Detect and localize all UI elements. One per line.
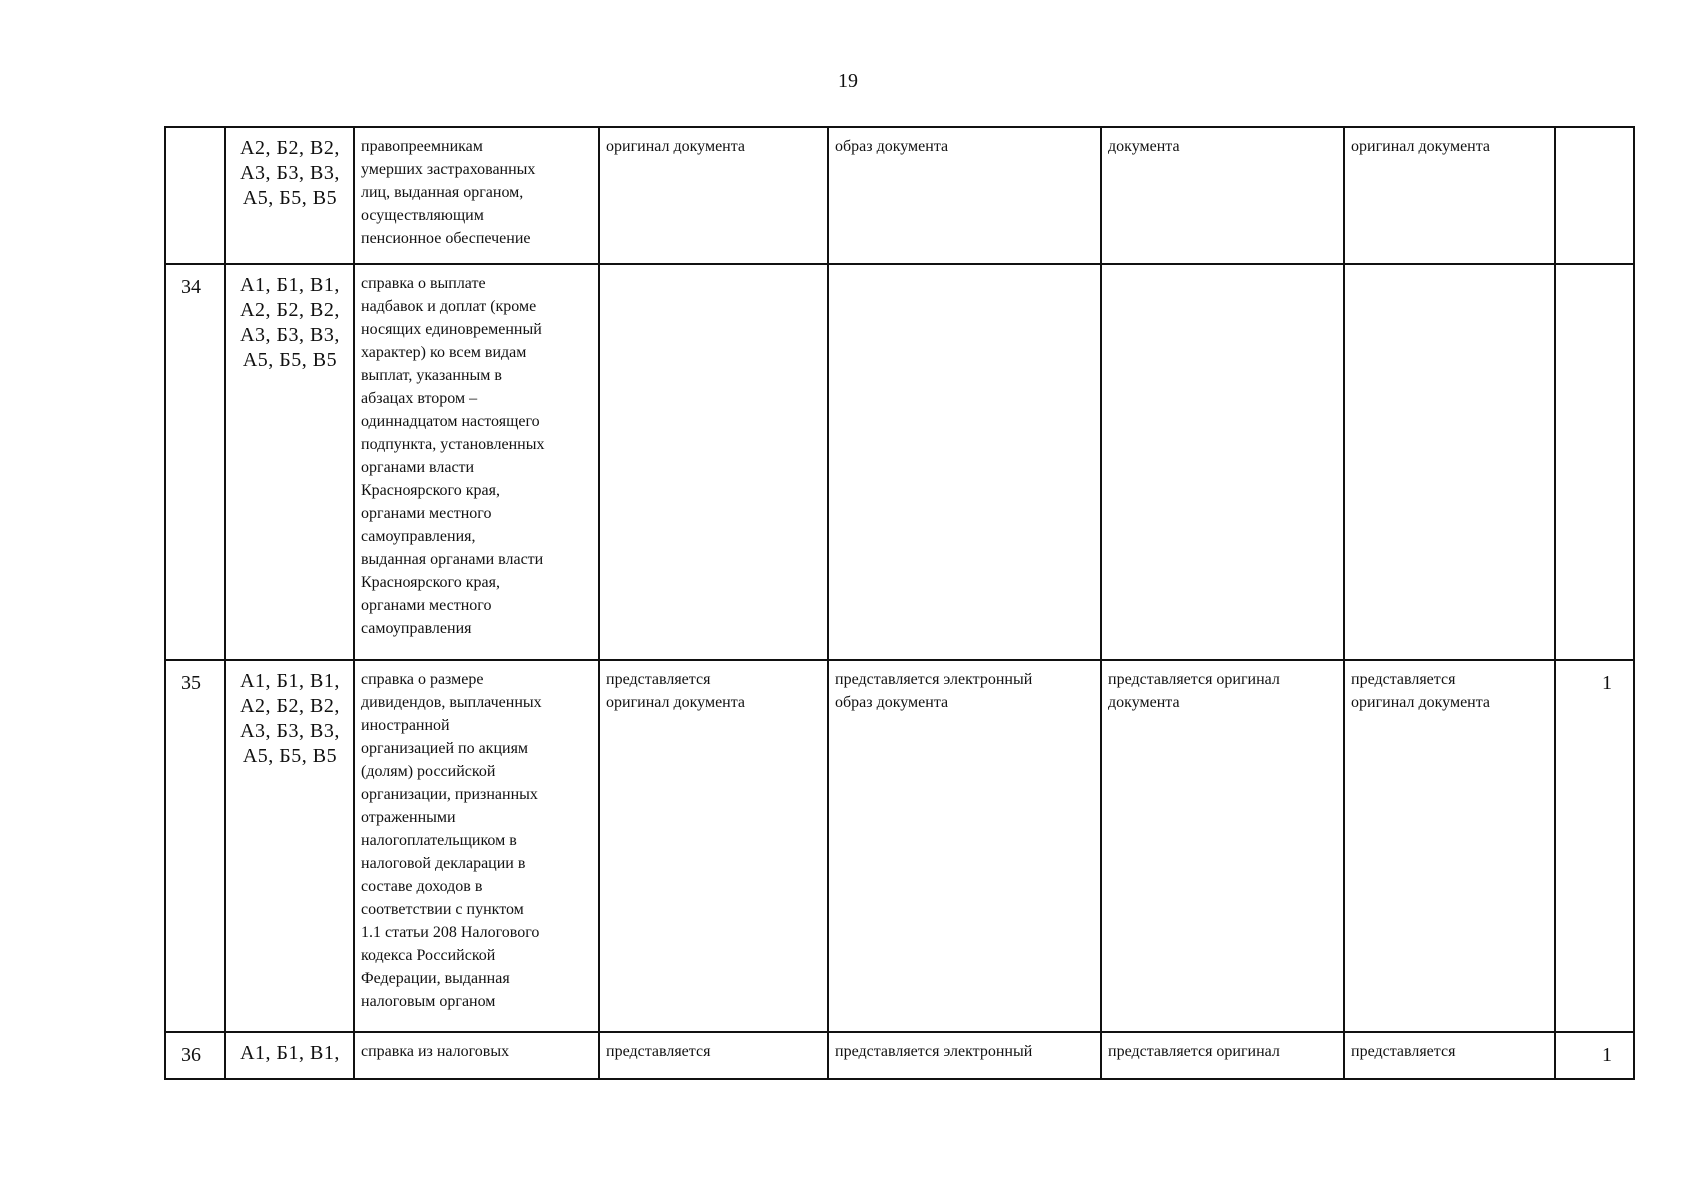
column-d-text: представляется оригинал документа bbox=[1351, 671, 1491, 711]
categories-cell bbox=[225, 264, 354, 660]
column-d-cell bbox=[1344, 1032, 1555, 1079]
column-c-cell bbox=[1101, 660, 1344, 1032]
column-d-text bbox=[1345, 265, 1554, 276]
categories-text: А1, Б1, В1, А2, Б2, В2, А3, Б3, В3, А5, Б5, В5 bbox=[240, 670, 340, 767]
column-c-cell bbox=[1101, 127, 1344, 264]
column-b-text: представляется электронный образ документа bbox=[835, 671, 1033, 711]
column-c-text: представляется оригинал bbox=[1108, 1043, 1280, 1060]
column-a-cell bbox=[599, 1032, 828, 1079]
column-d-cell bbox=[1344, 127, 1555, 264]
document-name-cell bbox=[354, 127, 599, 264]
quantity-cell bbox=[1555, 127, 1634, 264]
document-name-text: правопреемникам умерших застрахованных лиц, выданная органом, осуществляющим пенсионное обеспечение bbox=[361, 138, 536, 247]
column-c-text: представляется оригинал документа bbox=[1108, 671, 1280, 711]
column-b-text: представляется электронный bbox=[835, 1043, 1033, 1060]
column-a-text: представляется оригинал документа bbox=[606, 671, 746, 711]
row-number-cell bbox=[165, 127, 225, 264]
row-number: 35 bbox=[181, 672, 201, 694]
column-b-cell bbox=[828, 264, 1101, 660]
quantity-text bbox=[1556, 128, 1633, 142]
column-c-cell bbox=[1101, 1032, 1344, 1079]
column-a-cell bbox=[599, 264, 828, 660]
categories-text: А1, Б1, В1, bbox=[240, 1042, 340, 1064]
document-name-text: справка о размере дивидендов, выплаченных иностранной организацией по акциям (долям) российской организации, признанных отраженными налогоплательщиком в налоговой декларации в составе доходов в соответствии с пунктом 1.1 статьи 208 Налогового кодекса Российской Федерации, выданная налоговым органом bbox=[361, 671, 542, 1010]
table-row bbox=[165, 1032, 1634, 1079]
column-a-text bbox=[600, 265, 827, 276]
column-d-cell bbox=[1344, 264, 1555, 660]
page-number: 19 bbox=[838, 70, 858, 92]
document-name-cell bbox=[354, 1032, 599, 1079]
document-name-text: справка из налоговых bbox=[361, 1043, 510, 1060]
column-b-text: образ документа bbox=[835, 138, 949, 155]
row-number-cell bbox=[165, 264, 225, 660]
documents-table bbox=[164, 126, 1635, 1080]
column-c-text: документа bbox=[1108, 138, 1180, 155]
column-b-text bbox=[829, 265, 1100, 276]
categories-cell bbox=[225, 127, 354, 264]
quantity-text: 1 bbox=[1602, 672, 1612, 694]
categories-cell bbox=[225, 660, 354, 1032]
categories-text: А2, Б2, В2, А3, Б3, В3, А5, Б5, В5 bbox=[240, 137, 340, 209]
quantity-cell bbox=[1555, 660, 1634, 1032]
row-number-cell bbox=[165, 660, 225, 1032]
table-row bbox=[165, 127, 1634, 264]
column-d-text: представляется bbox=[1351, 1043, 1456, 1060]
table-row bbox=[165, 264, 1634, 660]
column-c-cell bbox=[1101, 264, 1344, 660]
row-number: 34 bbox=[181, 276, 201, 298]
column-c-text bbox=[1102, 265, 1343, 276]
column-b-cell bbox=[828, 127, 1101, 264]
categories-text: А1, Б1, В1, А2, Б2, В2, А3, Б3, В3, А5, Б5, В5 bbox=[240, 274, 340, 371]
column-a-cell bbox=[599, 127, 828, 264]
row-number: 36 bbox=[181, 1044, 201, 1066]
quantity-text: 1 bbox=[1602, 1044, 1612, 1066]
column-d-cell bbox=[1344, 660, 1555, 1032]
row-number bbox=[166, 128, 224, 142]
quantity-cell bbox=[1555, 264, 1634, 660]
column-a-text: оригинал документа bbox=[606, 138, 746, 155]
column-b-cell bbox=[828, 1032, 1101, 1079]
table-row bbox=[165, 660, 1634, 1032]
column-a-cell bbox=[599, 660, 828, 1032]
categories-cell bbox=[225, 1032, 354, 1079]
row-number-cell bbox=[165, 1032, 225, 1079]
quantity-cell bbox=[1555, 1032, 1634, 1079]
quantity-text bbox=[1556, 265, 1633, 279]
document-name-cell bbox=[354, 264, 599, 660]
document-name-text: справка о выплате надбавок и доплат (кроме носящих единовременный характер) ко всем видам выплат, указанным в абзацах втором – одиннадцатом настоящего подпункта, установленных органами власти Красноярского края, органами местного самоуправления, выданная органами власти Красноярского края, органами местного самоуправления bbox=[361, 275, 545, 637]
column-b-cell bbox=[828, 660, 1101, 1032]
document-name-cell bbox=[354, 660, 599, 1032]
column-a-text: представляется bbox=[606, 1043, 711, 1060]
column-d-text: оригинал документа bbox=[1351, 138, 1491, 155]
